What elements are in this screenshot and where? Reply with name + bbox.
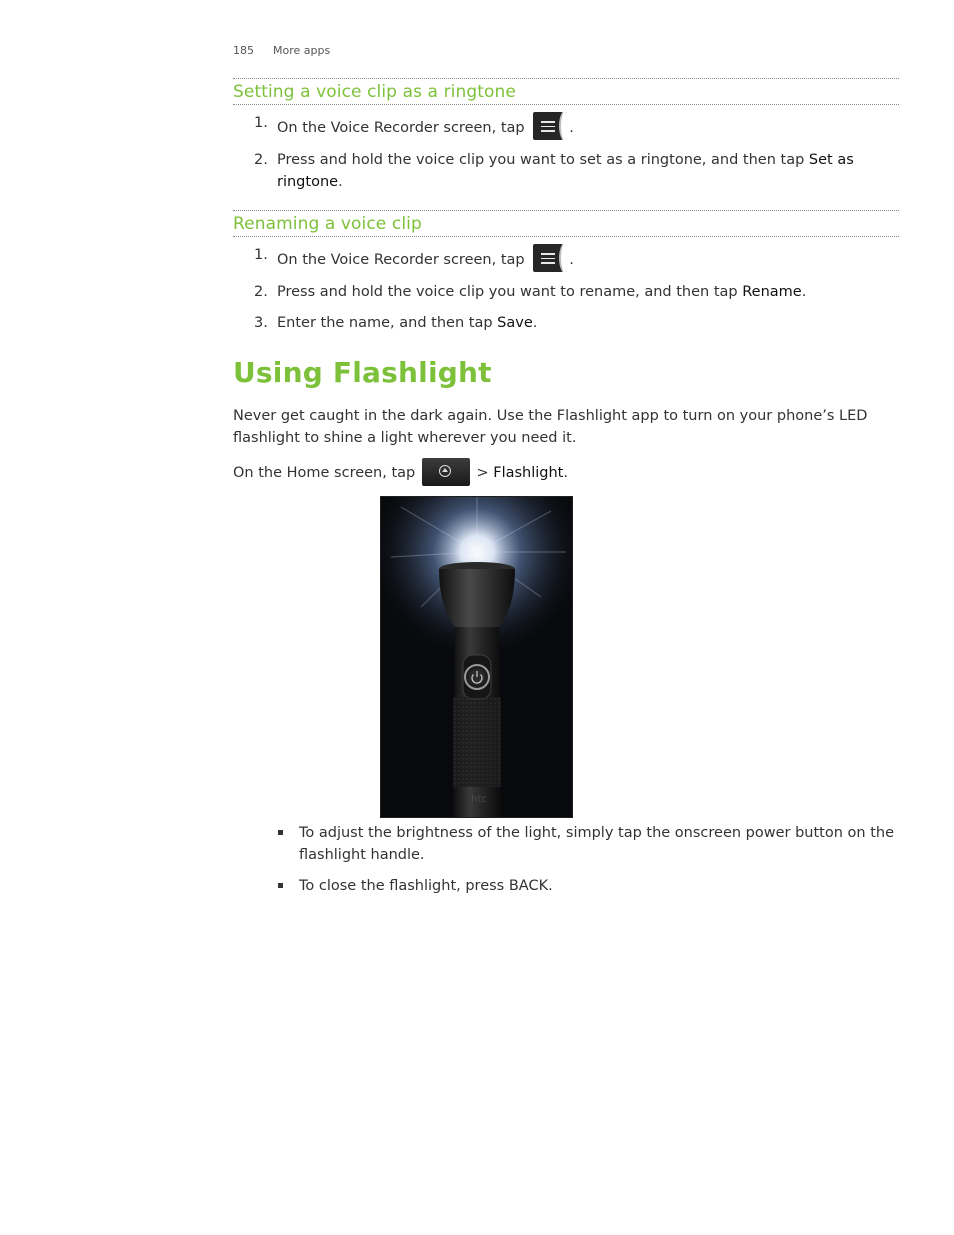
main-title: Using Flashlight: [233, 356, 492, 389]
step-number: 2.: [254, 152, 268, 168]
bullet-icon: [278, 830, 283, 835]
step-item: [233, 244, 899, 272]
steps-list: [233, 244, 899, 334]
step-number: 1.: [254, 115, 268, 131]
steps-list: [233, 112, 899, 193]
intro-paragraph: Never get caught in the dark again. Use the Flashlight app to turn on your phone’s LED flashlight to shine a light wherever you need it.: [233, 408, 868, 446]
list-item-text: To close the flashlight, press BACK.: [299, 878, 553, 894]
home-instruction: [233, 458, 899, 486]
home-sep: >: [471, 465, 494, 481]
flashlight-illustration: [381, 497, 573, 818]
step-text: On the Voice Recorder screen, tap: [277, 252, 525, 268]
section-rename: [233, 210, 899, 334]
step-emphasis: Save: [497, 315, 533, 331]
step-text-end: .: [569, 120, 574, 136]
tips-list: [233, 822, 899, 906]
step-number: 2.: [254, 284, 268, 300]
flashlight-screenshot: [380, 496, 573, 818]
step-text: Enter the name, and then tap: [277, 315, 498, 331]
home-emphasis: Flashlight: [493, 465, 564, 481]
section-title: Setting a voice clip as a ringtone: [233, 78, 899, 105]
step-number: 3.: [254, 315, 268, 331]
bullet-icon: [278, 883, 283, 888]
step-text: On the Voice Recorder screen, tap: [277, 120, 525, 136]
step-emphasis: Set as ringtone: [277, 152, 854, 190]
step-text-end: .: [569, 252, 574, 268]
page-number: 185: [233, 44, 254, 57]
htc-logo: htc: [471, 794, 487, 805]
home-text: On the Home screen, tap: [233, 465, 416, 481]
section-title: Renaming a voice clip: [233, 210, 899, 237]
step-text-end: .: [338, 174, 343, 190]
step-item: [233, 112, 899, 140]
all-apps-icon: [422, 458, 470, 486]
step-emphasis: Rename: [742, 284, 802, 300]
step-text-end: .: [532, 315, 538, 331]
home-text-end: .: [563, 465, 568, 481]
menu-icon: [533, 112, 567, 140]
section-name: More apps: [273, 44, 331, 57]
step-text-end: .: [801, 284, 807, 300]
step-item: [233, 281, 899, 303]
step-text: Press and hold the voice clip you want to rename, and then tap: [277, 284, 743, 300]
list-item: [233, 822, 899, 866]
step-number: 1.: [254, 247, 268, 263]
menu-icon: [533, 244, 567, 272]
section-ringtone: [233, 78, 899, 193]
list-item: [233, 875, 899, 897]
step-text: Press and hold the voice clip you want to set as a ringtone, and then tap: [277, 152, 809, 168]
step-item: [233, 149, 899, 193]
list-item-text: To adjust the brightness of the light, simply tap the onscreen power button on the flashlight handle.: [299, 825, 895, 863]
page-header: [233, 44, 330, 57]
step-item: [233, 312, 899, 334]
